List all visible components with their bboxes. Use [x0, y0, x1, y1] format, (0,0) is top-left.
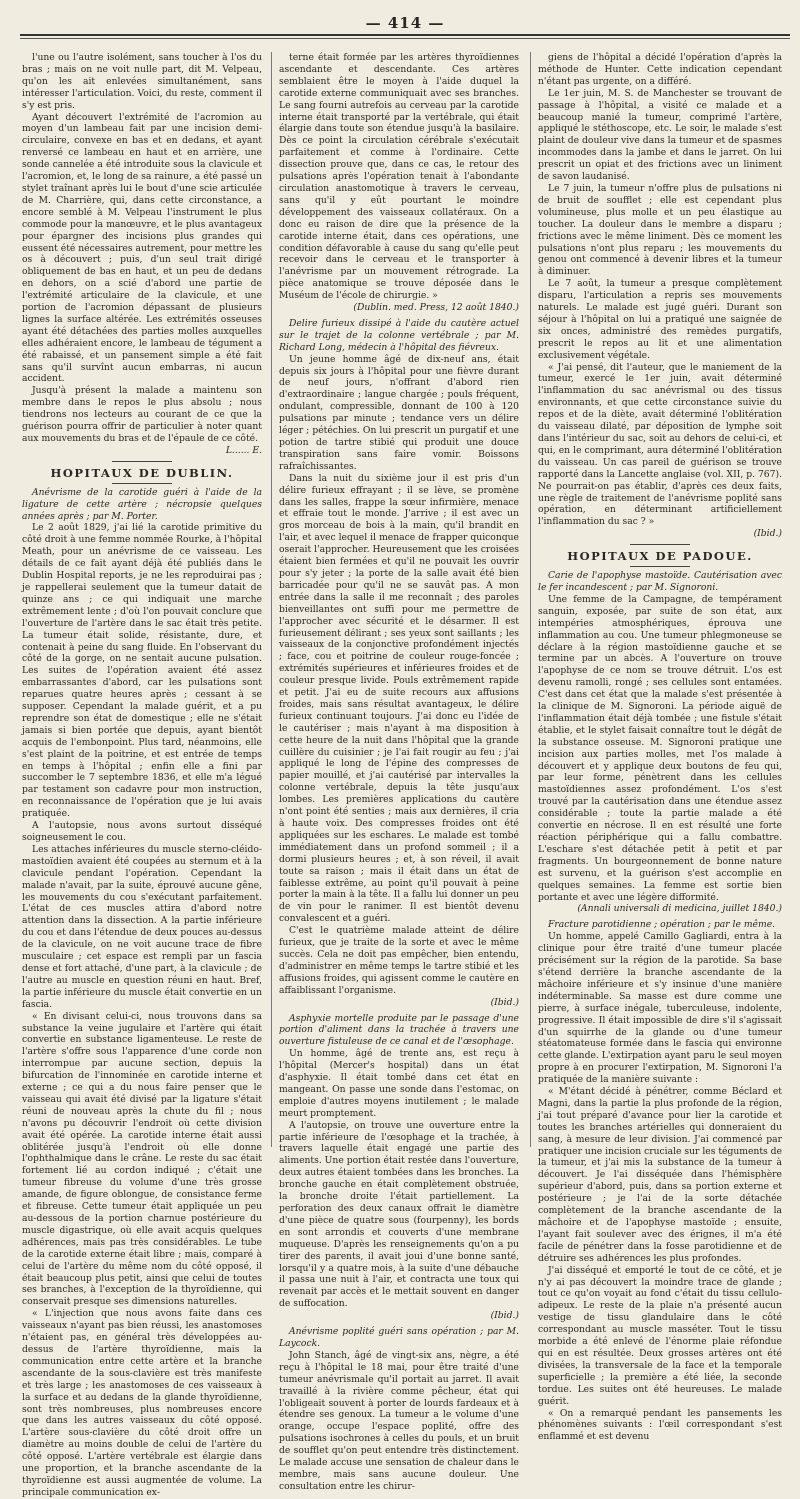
separator — [630, 544, 690, 545]
paragraph: Les attaches inférieures du muscle sterno-cléido-mastoïdien avaient été coupées au sternum et à la clavicule pendant l'opération. Cependant la malade n'avait, par la suite, éprouvé aucune gêne, les mouvements du cou s'exécutant parfaitement. L'état de ces muscles attira d'abord notre attention dans la dissection. A la partie inférieure du cou et dans l'étendue de deux pouces au-dessus de la clavicule, on ne voit aucune trace de fibre musculaire ; cet espace est rempli par un fascia dense et fort attaché, d'une part, à la clavicule ; de l'autre au muscle en question réuni en haut. Bref, la partie inférieure du muscle était convertie en un fascia. — [22, 843, 262, 1010]
paragraph: « En divisant celui-ci, nous trouvons dans sa substance la veine jugulaire et l'artère qui était convertie en substance ligamenteuse. Le reste de l'artère s'offre sous l'apparence d'une corde non interrompue par aucune section, depuis la bifurcation de l'innominée en carotide interne et externe ; ce qui a du nous faire penser que le vaisseau qui avait été divisé par la ligature s'était réuni de nouveau après la chute du fil ; nous n'avons pu découvrir l'endroit où cette division avait été opérée. La carotide interne était aussi oblitérée jusqu'à l'endroit où elle donne l'ophthalmique dans le crâne. Le reste du sac était fortement lié au cordon indiqué ; c'était une tumeur fibreuse du volume d'une très grosse amande, de figure oblongue, de consistance ferme et fibreuse. Cette tumeur était appliquée un peu au-dessous de la portion charnue postérieure du muscle digastrique, où elle avait acquis quelques adhérences, mais pas très considérables. Le tube de la carotide externe était libre ; mais, comparé à celui de l'artère du même nom du côté opposé, il était beaucoup plus petit, ainsi que celui de toutes ses branches, à l'exception de la thyroïdienne, qui conservait presque ses dimensions naturelles. — [22, 1010, 262, 1308]
header-rule — [20, 34, 790, 36]
paragraph: « On a remarqué pendant les pansements les phénomènes suivants : l'œil correspondant s'est enflammé et est devenu — [538, 1407, 782, 1443]
paragraph: Dans la nuit du sixième jour il est pris d'un délire furieux effrayant ; il se lève, se promène dans les salles, frappe la sœur infirmière, menace et effraie tout le monde. J'arrive ; il est avec un gros morceau de bois à la main, qu'il brandit en l'air, et avec lequel il menace de frapper quiconque oserait l'approcher. Heureusement que les croisées étaient bien fermées et qu'il ne pouvait les ouvrir pour s'y jeter ; la porte de la salle avait été bien barricadée pour qu'il ne se sauvât pas. A mon entrée dans la salle il me reconnaît ; des paroles bienveillantes ont suffi pour me permettre de l'approcher avec sécurité et le désarmer. Il est furieusement délirant ; ses yeux sont saillants ; les vaisseaux de la conjonctive profondément injectés ; face, cou et poitrine de couleur rouge-foncée ; extrémités supérieures et inférieures froides et de couleur presque livide. Pouls extrêmement rapide et petit. J'ai eu de suite recours aux affusions froides, mais sans résultat avantageux, le délire furieux continuant toujours. J'ai donc eu l'idée de le cautériser ; mais n'ayant à ma disposition à cette heure de la nuit dans l'hôpital que la grande cuillère du cuisinier ; je l'ai fait rougir au feu ; j'ai appliqué le long de l'épine des compresses de papier mouillé, et j'ai cautérisé par intervalles la colonne vertébrale, depuis la tête jusqu'aux lombes. Les premières applications du cautère n'ont point été senties ; mais aux dernières, il cria à haute voix. Des compresses froides ont été appliquées sur les eschares. Le malade est tombé immédiatement dans un profond sommeil ; il a dormi plusieurs heures ; et, à son réveil, il avait toute sa raison ; mais il était dans un état de faiblesse extrême, au point qu'il pouvait à peine porter la main à la tête. Il a fallu lui donner un peu de vin pour le ranimer. Il est bientôt devenu convalescent et a guéri. — [279, 472, 519, 925]
column-middle — [279, 52, 519, 1492]
article-title: Delire furieux dissipé à l'aide du cautère actuel sur le trajet de la colonne vertébrale ; par M. Richard Long, médecin à l'hôpital des fiévreux. — [279, 317, 519, 353]
section-title: HOPITAUX DE PADOUE. — [567, 549, 753, 564]
paragraph: A l'autopsie, nous avons surtout disséqué soigneusement le cou. — [22, 820, 262, 843]
paragraph: l'une ou l'autre isolément, sans toucher à l'os du bras ; mais on ne voit nulle part, dit M. Velpeau, qu'on les ait enlevées simultanément, sans intéresser l'articulation. Voici, du reste, comment il s'y est pris. — [22, 52, 262, 111]
paragraph: « M'étant décidé à pénétrer, comme Béclard et Magni, dans la partie la plus profonde de la région, j'ai tout préparé d'avance pour lier la carotide et toutes les branches artérielles qui donneraient du sang, à mesure de leur division. J'ai commencé par pratiquer une incision cruciale sur les téguments de la tumeur, et j'ai mis la substance de la tumeur à découvert. Je l'ai disséquée dans l'hémisphère supérieur d'abord, puis, dans sa portion externe et postérieure ; je l'ai de la sorte détachée complètement de la branche ascendante de la mâchoire et de l'apophyse mastoïde ; ensuite, l'ayant fait soulever avec des érignes, il m'a été facile de pénétrer dans la fosse parotidienne et de détruire ses adhérences les plus profondes. — [538, 1086, 782, 1264]
article-title: Carie de l'apophyse mastoïde. Cautérisation avec le fer incandescent ; par M. Signoroni. — [538, 570, 782, 593]
paragraph: Le 7 août, la tumeur a presque complètement disparu, l'articulation a repris ses mouvements naturels. Le malade est jugé guéri. Durant son séjour à l'hôpital on lui a pratiqué une saignée de six onces, administré des remèdes purgatifs, prescrit le repos au lit et une alimentation exclusivement végétale. — [538, 278, 782, 361]
paragraph: terne était formée par les artères thyroïdiennes ascendante et descendante. Ces artères semblaient être le moyen à l'aide duquel la carotide externe communiquait avec ses branches. Le sang fourni autrefois au cerveau par la carotide interne était transporté par la vertébrale, qui était élargie dans toute son étendue jusqu'à la basilaire. Dès ce point la circulation cérébrale s'exécutait parfaitement et comme à l'ordinaire. Cette dissection prouve que, dans ce cas, le retour des pulsations après l'opération tenait à l'abondante circulation anastomotique à travers le cerveau, sans qu'il y eût pourtant le moindre développement des vaisseaux collatéraux. On a donc eu raison de dire que la présence de la carotide interne était, dans ces opérations, une condition défavorable à cause du sang qu'elle peut recevoir dans le cerveau et le transporter à l'anévrisme par un mouvement rétrograde. La pièce anatomique se trouve déposée dans le Muséum de l'école de chirurgie. » — [279, 52, 519, 302]
paragraph: Le 2 août 1829, j'ai lié la carotide primitive du côté droit à une femme nommée Rourke, à l'hôpital Meath, pour un anévrisme de ce vaisseau. Les détails de ce fait ayant déjà été publiés dans le Dublin Hospital reports, je ne les reproduirai pas ; je rappellerai seulement que la tumeur datait de quinze ans ; ce qui indiquait une marche extrêmement lente ; d'où l'on pouvait conclure que l'ouverture de l'artère dans le sac était très petite. La tumeur était solide, résistante, dure, et contenait à peine du sang fluide. En l'observant du côté de la gorge, on ne sentait aucune pulsation. Les suites de l'opération avaient été assez embarrassantes d'abord, car les pulsations sont reparues quatre heures après ; cessant à se supposer. Cependant la malade guérit, et a pu reprendre son état de domestique ; elle ne s'était jamais si bien portée que depuis, ayant bientôt acquis de l'embonpoint. Plus tard, néanmoins, elle s'est plaint de la poitrine, et est entrée de temps en temps à l'hôpital ; enfin elle a fini par succomber le 7 septembre 1836, et elle m'a légué par testament son cadavre pour mon instruction, en reconnaissance de l'opération que je lui avais pratiquée. — [22, 522, 262, 820]
source-citation: (Annali universali di medicina, juillet 1840.) — [577, 903, 782, 915]
paragraph: John Stanch, âgé de vingt-six ans, nègre, a été reçu à l'hôpital le 18 mai, pour être traité d'une tumeur anévrismale qu'il portait au jarret. Il avait travaillé à la rivière comme pêcheur, état qui l'obligeait souvent à porter de lourds fardeaux et à étendre ses genoux. La tumeur a le volume d'une orange, occupe l'espace poplité, offre des pulsations isochrones à celles du pouls, et un bruit de soufflet qu'on peut entendre très distinctement. Le malade accuse une sensation de chaleur dans le membre, mais sans aucune douleur. Une consultation entre les chirur- — [279, 1349, 519, 1492]
paragraph: Un homme, appelé Camillo Gagliardi, entra à la clinique pour être traité d'une tumeur placée précisément sur la région de la parotide. Sa base s'étend derrière la branche ascendante de la mâchoire inférieure et s'y insinue d'une manière indéterminable. Sa masse est dure comme une pierre, à surface inégale, tuberculeuse, indolente, progressive. Il était impossible de dire s'il s'agissait d'un squirrhe de la glande ou d'une tumeur stéatomateuse formée dans le fascia qui environne cette glande. L'extirpation ayant paru le seul moyen propre à en procurer l'extirpation, M. Signoroni l'a pratiquée de la manière suivante : — [538, 931, 782, 1086]
column-right — [538, 52, 782, 1443]
source-citation: (Dublin. med. Press, 12 août 1840.) — [353, 302, 519, 314]
column-left — [22, 52, 263, 1498]
paragraph: « J'ai pensé, dit l'auteur, que le maniement de la tumeur, exercé le 1er juin, avait déterminé l'inflammation du sac anévrismal ou des tissus environnants, et que cette circonstance suivie du repos et de la diète, avait déterminé l'oblitération du vaisseau dilaté, par déposition de lymphe soit dans l'intérieur du sac, soit au dehors de celui-ci, et qui, en le comprimant, aura déterminé l'oblitération du vaisseau. Un cas pareil de guérison se trouve rapporté dans la Lancette anglaise (vol. XII, p. 767). Ne pourrait-on pas établir, d'après ces deux faits, une règle de traitement de l'anévrisme poplité sans opération, en déterminant artificiellement l'inflammation du sac ? » — [538, 361, 782, 528]
article-title: Anévrisme de la carotide guéri à l'aide de la ligature de cette artère ; nécropsie quelques années après ; par M. Porter. — [22, 486, 262, 522]
page-number: — 414 — — [365, 14, 445, 32]
column-divider — [530, 52, 531, 1147]
paragraph: J'ai disséqué et emporté le tout de ce côté, et je n'y ai pas découvert la moindre trace de glande ; tout ce qu'on voyait au fond c'était du tissu cellulo-adipeux. Le reste de la plaie n'a présenté aucun vestige de tissu glandulaire dans le côté correspondant au muscle masséter. Tout le tissu morbide a été enlevé de l'énorme plaie réfondue qui en est résultée. Deux grosses artères ont été divisées, la transversale de la face et la temporale superficielle ; la première a été liée, la seconde tordue. Les suites ont été heureuses. Le malade guérit. — [538, 1264, 782, 1407]
page-header — [20, 6, 790, 46]
section-title: HOPITAUX DE DUBLIN. — [50, 465, 234, 480]
paragraph: Un jeune homme âgé de dix-neuf ans, était depuis six jours à l'hôpital pour une fièvre durant de neuf jours, n'offrant d'abord rien d'extraordinaire ; langue chargée ; pouls fréquent, ondulant, compressible, donnant de 100 à 120 pulsations par minute ; tendance vers un délire léger ; pétéchies. On lui prescrit un purgatif et une potion de tartre stibié qui produit une douce transpiration sans faire vomir. Boissons rafraîchissantes. — [279, 353, 519, 472]
paragraph: C'est le quatrième malade atteint de délire furieux, que je traite de la sorte et avec le même succès. Cela ne doit pas empêcher, bien entendu, d'administrer en même temps le tartre stibié et les affusions froides, qui agissent comme le cautère en affaiblissant l'organisme. — [279, 925, 519, 996]
paragraph: Un homme, âgé de trente ans, est reçu à l'hôpital (Mercer's hospital) dans un état d'asphyxie. Il était tombé dans cet état en mangeant. On passe une sonde dans l'estomac, on emploie d'autres moyens inutilement ; le malade meurt promptement. — [279, 1048, 519, 1119]
source-citation: (Ibid.) — [490, 996, 519, 1008]
paragraph: A l'autopsie, on trouve une ouverture entre la partie inférieure de l'œsophage et la trachée, à travers laquelle était engagé une partie des aliments. Une portion était restée dans l'ouverture, deux autres étaient tombées dans les bronches. La bronche gauche en était complètement obstruée, la bronche droite l'était partiellement. La perforation des deux canaux offrait le diamètre d'une pièce de quatre sous (fourpenny), les bords en sont arrondis et couverts d'une membrane muqueuse. D'après les renseignements qu'on a pu tirer des parents, il avait joui d'une bonne santé, lorsqu'il y a quatre mois, à la suite d'une débauche il passa une nuit à l'air, et contracta une toux qui revenait par accès et le mettait souvent en danger de suffocation. — [279, 1119, 519, 1310]
paragraph: Une femme de la Campagne, de tempérament sanguin, exposée, par suite de son état, aux intempéries atmosphériques, éprouva une inflammation au cou. Une tumeur phlegmoneuse se déclare à la région mastoïdienne gauche et se termine par un abcès. A l'ouverture on trouve l'apophyse de ce nom se trouve détruit. L'os est devenu ramolli, rongé ; ses cellules sont entamées. C'est dans cet état que la malade s'est présentée à la clinique de M. Signoroni. La période aiguë de l'inflammation était déjà tombée ; une fistule s'était établie, et le stylet faisait connaître tout le dégât de la substance osseuse. M. Signoroni pratique une incision aux parties molles, met l'os malade à découvert et y applique deux boutons de feu qui, par leur forme, pénètrent dans les cellules mastoïdiennes assez profondément. L'os s'est trouvé par la cautérisation dans une étendue assez considérable ; toute la partie malade a été convertie en nécrose. Il en est résulté une forte réaction périphérique qui a fallu combattre. L'eschare s'est détachée petit à petit et par fragments. Un bourgeonnement de bonne nature est survenu, et la guérison s'est accomplie en quelques semaines. La femme est sortie bien portante et avec une légère difformité. — [538, 593, 782, 903]
source-citation: (Ibid.) — [490, 1310, 519, 1322]
separator — [112, 461, 172, 462]
paragraph: « L'injection que nous avons faite dans ces vaisseaux n'ayant pas bien réussi, les anastomoses n'étaient pas, en général très développées au-dessus de l'artère thyroïdienne, mais la communication entre cette artère et la branche ascendante de la sous-clavière est très manifeste et très large ; les anastomoses de ces vaisseaux à la surface et au dedans de la glande thyroïdienne, sont très nombreuses, plus nombreuses encore que dans les autres vaisseaux du côté opposé. L'artère sous-clavière du côté droit offre un diamètre au moins double de celui de l'artère du côté opposé. L'artère vertébrale est élargie dans une proportion, et la branche ascendante de la thyroïdienne est aussi augmentée de volume. La principale communication ex- — [22, 1308, 262, 1498]
header-rule-thin — [20, 38, 790, 39]
paragraph: Ayant découvert l'extrémité de l'acromion au moyen d'un lambeau fait par une incision demi-circulaire, convexe en bas et en dedans, et ayant renversé ce lambeau en haut et en arrière, une sonde cannelée a été introduite sous la clavicule et l'acromion, et, le long de sa rainure, a été passé un stylet traînant après lui le bout d'une scie articulée de M. Charrière, qui, dans cette circonstance, a encore semblé à M. Velpeau l'instrument le plus commode pour la manœuvre, et le plus avantageux pour épargner des incisions plus grandes qui eussent été nécessaires autrement, pour mettre les os à découvert ; puis, d'un seul trait dirigé obliquement de bas en haut, et un peu de dedans en dehors, on a scié d'abord une partie de l'extrémité articulaire de la clavicule, et une portion de l'acromion dépassant de plusieurs lignes la surface altérée. Les extrémités osseuses ayant été détachées des parties molles auxquelles elles adhéraient encore, le lambeau de tégument a été rabaissé, et un pansement simple a été fait sans qu'il survînt aucun embarras, ni aucun accident. — [22, 111, 263, 385]
article-title: Anévrisme poplité guéri sans opération ; par M. Laycock. — [279, 1326, 519, 1349]
paragraph: Jusqu'à présent la malade a maintenu son membre dans le repos le plus absolu ; nous tiendrons nos lecteurs au courant de ce que la guérison pourra offrir de particulier à noter quant aux mouvements du bras et de l'épaule de ce côté. — [22, 385, 262, 444]
article-title: Asphyxie mortelle produite par le passage d'une portion d'aliment dans la trachée à travers une ouverture fistuleuse de ce canal et de l'œsophage. — [279, 1012, 519, 1048]
article-title: Fracture parotidienne ; opération ; par le même. — [548, 919, 776, 931]
separator — [630, 566, 690, 567]
paragraph: Le 1er juin, M. S. de Manchester se trouvant de passage à l'hôpital, a visité ce malade et a beaucoup manié la tumeur, comprimé l'artère, appliqué le stéthoscope, etc. Le soir, le malade s'est plaint de douleur vive dans la tumeur et de spasmes incommodes dans la jambe et dans le jarret. On lui prescrit un opiat et des frictions avec un liniment de savon laudanisé. — [538, 87, 782, 183]
paragraph: Le 7 juin, la tumeur n'offre plus de pulsations ni de bruit de soufflet ; elle est cependant plus volumineuse, plus molle et un peu élastique au toucher. La douleur dans le membre a disparu ; frictions avec le même liniment. Dès ce moment les pulsations n'ont plus reparu ; les mouvements du genou ont commencé à devenir libres et la tumeur à diminuer. — [538, 182, 782, 278]
column-divider — [271, 52, 272, 1147]
paragraph: giens de l'hôpital a décidé l'opération d'après la méthode de Hunter. Cette indication cependant n'étant pas urgente, on a différé. — [538, 52, 782, 87]
separator — [112, 483, 172, 484]
signature: L...... E. — [225, 444, 262, 456]
source-citation: (Ibid.) — [753, 528, 782, 540]
